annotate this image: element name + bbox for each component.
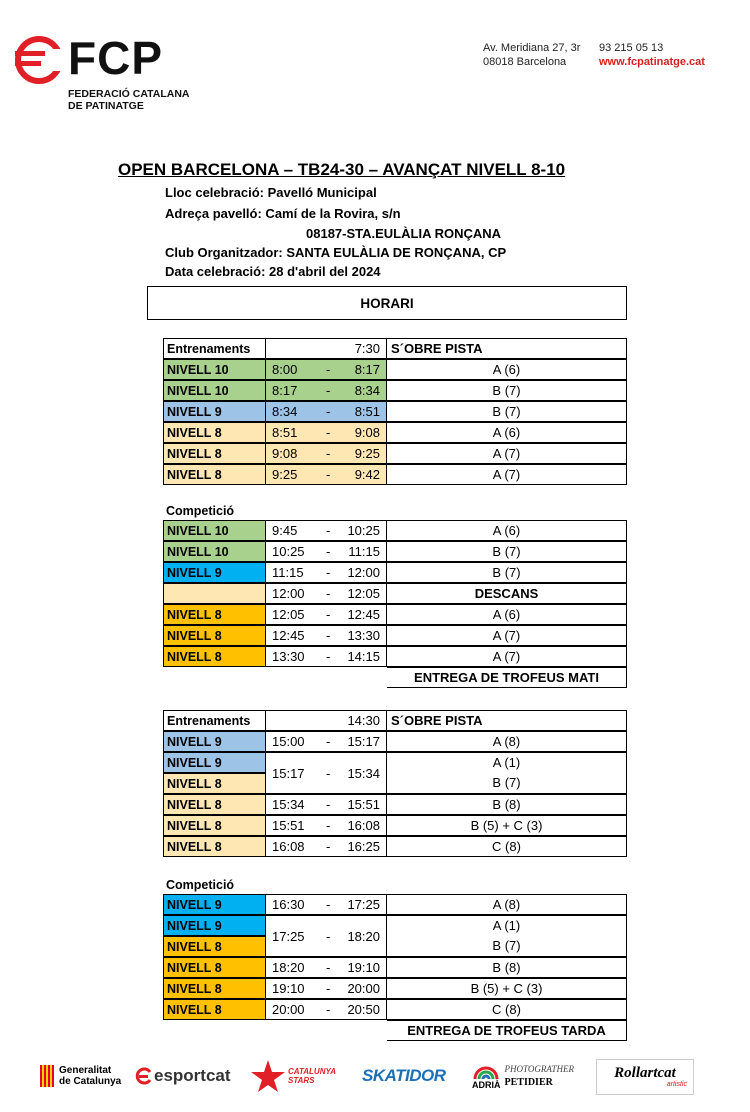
time-cell [266,978,387,999]
time-dash: - [326,607,331,622]
section-competition-morning [163,500,627,690]
fcp-logo-mark-icon [15,36,63,84]
activity-line2: B (7) [492,775,521,790]
time-cell [266,957,387,978]
schedule-row [163,443,627,464]
schedule-row [163,999,627,1020]
time-cell [266,541,387,562]
skatidor-text: SKATIDOR [362,1066,446,1085]
time-from: 11:15 [272,565,304,580]
level-cell: NIVELL 8 [163,978,266,999]
activity-line1: A (1) [492,918,521,933]
time-from: 15:00 [272,734,305,749]
level-cell: NIVELL 8 [163,936,266,957]
level-cell: NIVELL 8 [163,794,266,815]
time-to: 8:17 [354,362,380,377]
time-cell [266,443,387,464]
schedule-row [163,731,627,752]
time-from: 12:00 [272,586,305,601]
level-cell: NIVELL 9 [163,401,266,422]
section-time [266,710,387,731]
level-cell: NIVELL 9 [163,894,266,915]
time-dash: - [326,649,331,664]
time-from: 15:17 [272,765,305,781]
schedule-row [163,520,627,541]
level-cell: NIVELL 8 [163,815,266,836]
logo-subtitle [68,88,190,112]
time-from: 9:45 [272,523,298,538]
start-time: 7:30 [354,341,380,356]
level-cell: NIVELL 8 [163,422,266,443]
rainbow-icon [473,1062,499,1080]
activity-cell: A (8) [387,894,627,915]
activity-cell: B (7) [387,562,627,583]
adria-mark [472,1062,501,1090]
rollartcat-logo [596,1059,694,1095]
activity-cell: A (6) [387,359,627,380]
section-training-morning [163,338,627,488]
time-to: 19:10 [347,960,380,975]
time-dash: - [326,383,331,398]
time-cell [266,562,387,583]
time-dash: - [326,897,331,912]
time-dash: - [326,586,331,601]
time-from: 19:10 [272,981,305,996]
time-dash: - [326,960,331,975]
schedule-row [163,422,627,443]
time-from: 8:17 [272,383,298,398]
level-cell: NIVELL 9 [163,915,266,936]
venue-line: Lloc celebració: Pavelló Municipal [165,185,377,200]
event-title: OPEN BARCELONA – TB24-30 – AVANÇAT NIVELL 8-10 [118,160,566,179]
time-cell [266,604,387,625]
address-line2: 08018 Barcelona [483,56,567,68]
activity-cell: B (8) [387,957,627,978]
star-icon [250,1058,286,1094]
horari-heading: HORARI [147,286,627,320]
schedule-row [163,815,627,836]
logo-sub-line1: FEDERACIÓ CATALANA [68,88,190,100]
level-cell: NIVELL 8 [163,604,266,625]
section-time [266,338,387,359]
time-cell [266,731,387,752]
time-dash: - [326,734,331,749]
schedule-row [163,894,627,915]
catalunya-stars-text [288,1067,336,1085]
section-header-row [163,874,627,895]
activity-cell: B (7) [387,541,627,562]
club-line: Club Organitzador: SANTA EULÀLIA DE RONÇANA, CP [165,245,507,260]
schedule-row [163,380,627,401]
activity-cell: B (8) [387,794,627,815]
time-from: 8:00 [272,362,298,377]
time-dash: - [326,544,331,559]
time-cell [266,625,387,646]
time-to: 10:25 [347,523,380,538]
time-to: 8:51 [354,404,380,419]
time-dash: - [326,981,331,996]
time-to: 16:08 [347,818,380,833]
level-cell: NIVELL 10 [163,520,266,541]
time-to: 15:51 [347,797,380,812]
activity-cell: C (8) [387,999,627,1020]
time-from: 9:25 [272,467,298,482]
adria-text: ADRIÀ [472,1080,501,1090]
activity-cell: A (7) [387,464,627,485]
logo-text: FCP [68,32,163,84]
gencat-logo [40,1056,121,1096]
trophies-row [163,1020,627,1041]
time-dash: - [326,467,331,482]
time-to: 17:25 [347,897,380,912]
section-label: Competició [166,877,235,892]
level-cell: NIVELL 9 [163,752,266,773]
time-from: 8:34 [272,404,298,419]
time-to: 16:25 [347,839,380,854]
section-header-row [163,500,627,521]
activity-cell: B (7) [387,380,627,401]
time-from: 18:20 [272,960,305,975]
time-dash: - [326,765,331,781]
activity-cell: A (7) [387,646,627,667]
activity-cell [387,752,627,794]
trophies-row [163,667,627,688]
time-cell [266,401,387,422]
photographer-text [505,1063,575,1089]
activity-cell: A (6) [387,520,627,541]
schedule-row [163,541,627,562]
activity-cell [387,915,627,957]
time-from: 20:00 [272,1002,305,1017]
time-cell [266,815,387,836]
time-dash: - [326,446,331,461]
schedule-row-double [163,915,627,957]
time-to: 20:50 [347,1002,380,1017]
level-cell: NIVELL 9 [163,562,266,583]
time-dash: - [326,818,331,833]
time-from: 15:34 [272,797,305,812]
time-to: 18:20 [347,928,380,944]
section-training-afternoon [163,710,627,860]
break-row [163,583,627,604]
petidier-line: PETIDIER [504,1077,553,1088]
schedule-row [163,646,627,667]
time-cell [266,836,387,857]
trophies-cell: ENTREGA DE TROFEUS MATI [387,667,627,688]
skatidor-logo [362,1056,446,1096]
level-cell: NIVELL 8 [163,957,266,978]
section-header-row [163,338,627,359]
level-cell: NIVELL 10 [163,380,266,401]
gencat-line1: Generalitat [59,1065,112,1076]
senyera-flag-icon [40,1065,54,1087]
activity-line2: B (7) [492,938,521,953]
time-to: 12:45 [347,607,380,622]
time-dash: - [326,928,331,944]
address-line1: Av. Meridiana 27, 3r [483,42,581,54]
time-cell [266,520,387,541]
time-to: 12:00 [347,565,380,580]
phone: 93 215 05 13 [599,42,664,54]
level-cell: NIVELL 8 [163,464,266,485]
activity-cell: A (6) [387,422,627,443]
time-dash: - [326,523,331,538]
schedule-row [163,625,627,646]
catalunya-stars-logo [250,1056,336,1096]
time-to: 11:15 [348,544,380,559]
level-cell: NIVELL 8 [163,773,266,794]
section-competition-afternoon [163,874,627,1044]
activity-cell: B (5) + C (3) [387,978,627,999]
schedule-row [163,604,627,625]
time-from: 17:25 [272,928,305,944]
time-cell [266,794,387,815]
time-cell [266,999,387,1020]
activity-cell: C (8) [387,836,627,857]
time-to: 14:15 [347,649,380,664]
time-dash: - [326,1002,331,1017]
schedule-row [163,401,627,422]
activity-cell: A (7) [387,625,627,646]
activity-cell: B (5) + C (3) [387,815,627,836]
logo-sub-line2: DE PATINATGE [68,100,144,112]
schedule-row-double [163,752,627,794]
time-cell [266,359,387,380]
address-line: Adreça pavelló: Camí de la Rovira, s/n [165,206,401,221]
time-from: 10:25 [272,544,305,559]
time-dash: - [326,565,331,580]
schedule-row [163,794,627,815]
time-from: 16:08 [272,839,305,854]
schedule-row [163,836,627,857]
time-dash: - [326,425,331,440]
time-to: 12:05 [347,586,380,601]
section-activity: S´OBRE PISTA [387,710,627,731]
level-cell: NIVELL 8 [163,625,266,646]
activity-cell: A (6) [387,604,627,625]
time-dash: - [326,839,331,854]
catalunya-stars-line2: STARS [288,1076,315,1085]
section-label: Entrenaments [163,338,266,359]
catalunya-stars-line1: CATALUNYA [288,1067,336,1076]
trophies-cell: ENTREGA DE TROFEUS TARDA [387,1020,627,1041]
time-dash: - [326,628,331,643]
section-header-row [163,710,627,731]
esportcat-logo [134,1056,231,1096]
address-block [483,41,580,69]
activity-line1: A (1) [492,755,521,770]
time-from: 15:51 [272,818,305,833]
time-cell [266,583,387,604]
activity-cell: A (8) [387,731,627,752]
section-label: Entrenaments [163,710,266,731]
time-to: 20:00 [347,981,380,996]
level-cell [163,583,266,604]
gencat-text [59,1065,121,1087]
level-cell: NIVELL 8 [163,443,266,464]
time-dash: - [326,362,331,377]
activity-cell: B (7) [387,401,627,422]
time-to: 15:34 [347,765,380,781]
time-from: 16:30 [272,897,305,912]
time-from: 8:51 [272,425,298,440]
level-cell: NIVELL 8 [163,836,266,857]
time-from: 12:45 [272,628,305,643]
time-to: 8:34 [354,383,380,398]
schedule-row [163,978,627,999]
time-to: 9:42 [354,467,380,482]
time-cell [266,894,387,915]
section-activity: S´OBRE PISTA [387,338,627,359]
time-to: 9:08 [354,425,380,440]
level-cell: NIVELL 9 [163,731,266,752]
time-from: 12:05 [272,607,305,622]
website-link[interactable]: www.fcpatinatge.cat [599,56,705,68]
schedule-row [163,562,627,583]
contact-block [599,41,705,69]
section-label: Competició [166,503,235,518]
schedule-row [163,957,627,978]
time-cell [266,915,387,957]
time-cell [266,752,387,794]
activity-cell: A (7) [387,443,627,464]
level-cell: NIVELL 8 [163,999,266,1020]
esportcat-swirl-icon [134,1067,152,1085]
time-from: 13:30 [272,649,305,664]
time-to: 15:17 [347,734,380,749]
time-to: 13:30 [347,628,380,643]
start-time: 14:30 [347,713,380,728]
activity-cell: DESCANS [387,583,627,604]
level-cell: NIVELL 8 [163,646,266,667]
esportcat-text: esportcat [154,1066,231,1085]
time-cell [266,464,387,485]
gencat-line2: de Catalunya [59,1076,122,1087]
time-cell [266,380,387,401]
level-cell: NIVELL 10 [163,541,266,562]
schedule-row [163,464,627,485]
adria-logo [472,1056,574,1096]
rollartcat-text: Rollartcat [614,1065,676,1081]
time-to: 9:25 [354,446,380,461]
time-from: 9:08 [272,446,298,461]
photographer-line: PHOTOGRATHER [504,1064,574,1074]
town-line: 08187-STA.EULÀLIA RONÇANA [306,226,502,241]
schedule-row [163,359,627,380]
time-cell [266,646,387,667]
level-cell: NIVELL 10 [163,359,266,380]
time-dash: - [326,797,331,812]
date-line: Data celebració: 28 d'abril del 2024 [165,264,381,279]
artistic-text: artistic [666,1081,687,1088]
time-dash: - [326,404,331,419]
time-cell [266,422,387,443]
